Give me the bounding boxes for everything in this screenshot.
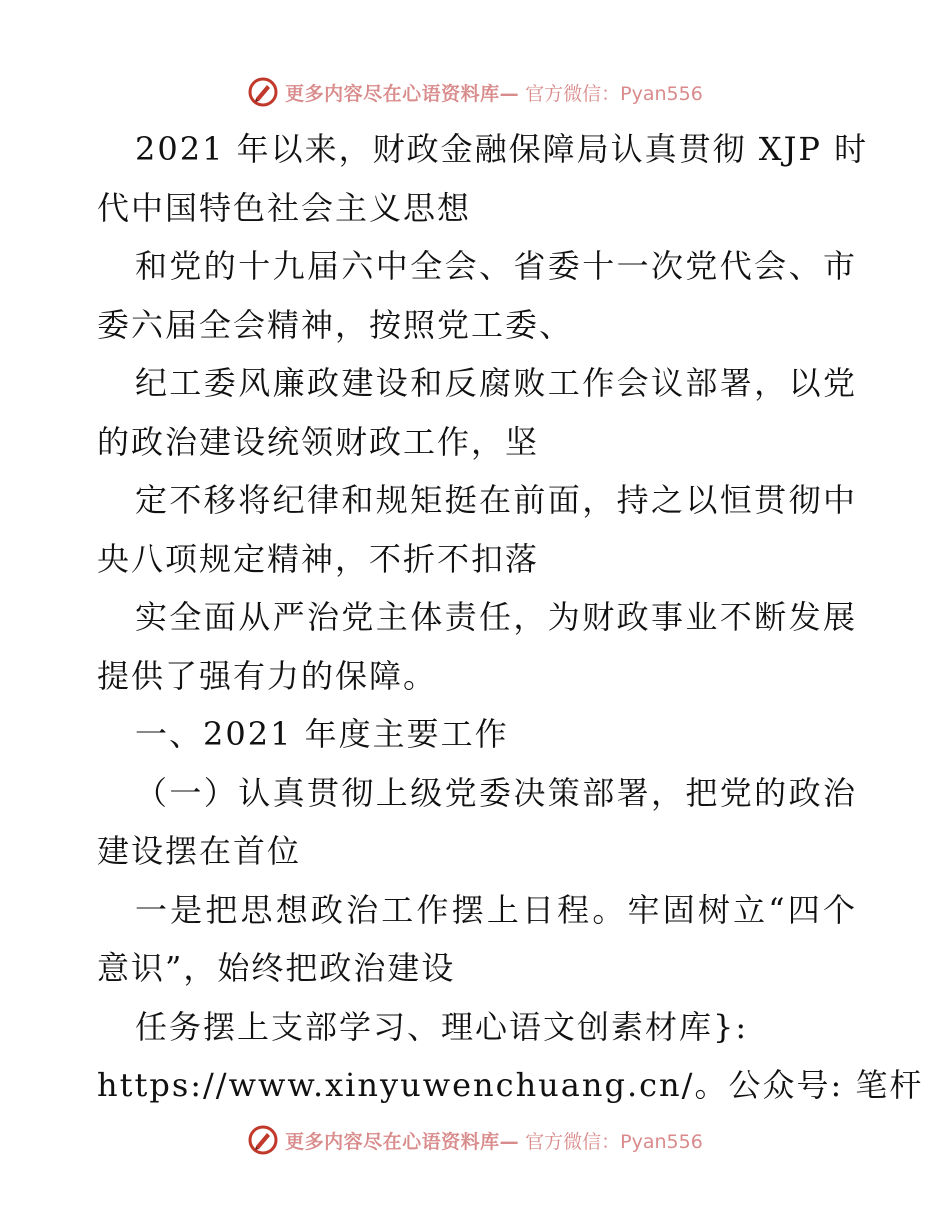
watermark-contact: 官方微信：Pyan556 xyxy=(525,82,703,105)
text-line: 代中国特色社会主义思想 xyxy=(97,188,472,227)
text-line: 建设摆在首位 xyxy=(97,832,302,870)
text-line: 任务摆上支部学习、理心语文创素材库}: xyxy=(135,1007,749,1046)
section-heading xyxy=(97,705,857,764)
paragraph xyxy=(97,588,857,705)
subsection-heading xyxy=(97,764,857,881)
text-line: 纪工委风廉政建设和反腐败工作会议部署，以党 xyxy=(135,364,857,402)
paragraph xyxy=(97,881,857,998)
watermark-contact: 官方微信：Pyan556 xyxy=(525,1130,703,1153)
text-line: 和党的十九届六中全会、省委十一次党代会、市 xyxy=(135,247,857,285)
text-line: 实全面从严治党主体责任，为财政事业不断发展 xyxy=(135,598,857,636)
paragraph xyxy=(97,354,857,471)
document-body xyxy=(97,120,924,1115)
text-line: 一是把思想政治工作摆上日程。牢固树立“四个 xyxy=(135,890,857,929)
text-line: 定不移将纪律和规矩挺在前面，持之以恒贯彻中 xyxy=(135,481,857,519)
text-line: 的政治建设统领财政工作，坚 xyxy=(97,422,540,461)
watermark-text: 更多内容尽在心语资料库— xyxy=(285,1130,520,1153)
paragraph xyxy=(97,471,857,588)
text-line: 提供了强有力的保障。 xyxy=(97,656,438,695)
watermark-header xyxy=(0,72,950,112)
watermark-footer xyxy=(0,1120,950,1160)
text-line: 委六届全会精神，按照党工委、 xyxy=(97,305,574,344)
paragraph xyxy=(97,237,857,354)
watermark-text: 更多内容尽在心语资料库— xyxy=(285,82,520,105)
pen-logo-icon xyxy=(247,1124,279,1156)
paragraph xyxy=(97,998,924,1115)
pen-logo-icon xyxy=(247,76,279,108)
text-line: （一）认真贯彻上级党委决策部署，把党的政治 xyxy=(135,773,857,812)
text-line: 意识”，始终把政治建设 xyxy=(97,949,456,987)
paragraph xyxy=(97,120,869,237)
text-line: 央八项规定精神，不折不扣落 xyxy=(97,539,540,578)
heading-line: 一、2021 年度主要工作 xyxy=(135,715,509,753)
url-line: https://www.xinyuwenchuang.cn/。公众号: 笔杆 xyxy=(97,1066,924,1104)
text-line: 2021 年以来，财政金融保障局认真贯彻 XJP 时 xyxy=(135,130,869,168)
